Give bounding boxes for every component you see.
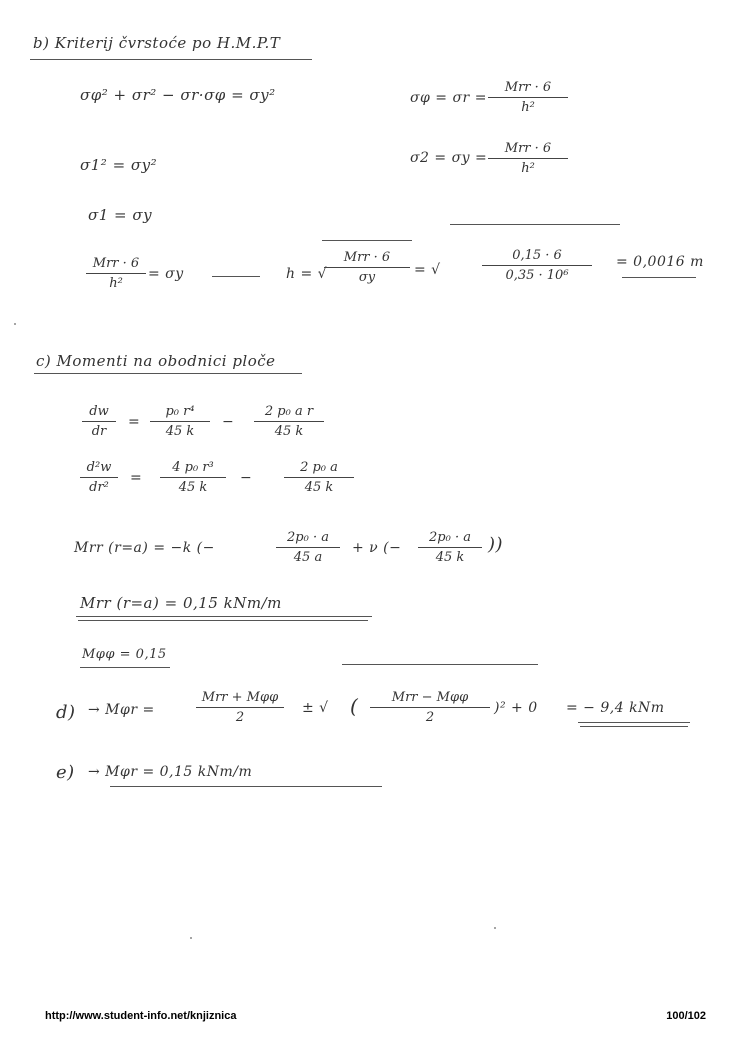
fraction xyxy=(488,80,568,115)
fraction xyxy=(86,256,146,291)
underline xyxy=(580,726,688,727)
scan-speck xyxy=(190,937,192,939)
numerator: 0,15 · 6 xyxy=(482,248,592,266)
fraction xyxy=(488,141,568,176)
fraction xyxy=(82,404,116,439)
equation-text: )² + 0 xyxy=(494,700,538,716)
underline xyxy=(76,616,372,617)
equation-text: + ν (− xyxy=(352,540,402,556)
equation-h: h = √ xyxy=(286,266,328,282)
equation-text: = σy xyxy=(148,266,184,282)
denominator: 2 xyxy=(425,710,435,725)
fraction xyxy=(370,690,490,725)
equation-sigma1: σ1 = σy xyxy=(88,206,153,224)
denominator: 45 k xyxy=(435,550,465,565)
sqrt-bar xyxy=(322,240,412,241)
numerator: Mrr · 6 xyxy=(488,141,568,159)
denominator: h² xyxy=(109,276,123,291)
denominator: 45 k xyxy=(304,480,334,495)
equals-sign: = xyxy=(128,414,141,430)
denominator: 45 k xyxy=(178,480,208,495)
equation-mphir: → Mφr = xyxy=(88,702,155,718)
underline xyxy=(578,722,690,723)
fraction xyxy=(324,250,410,285)
numerator: 2p₀ · a xyxy=(276,530,340,548)
numerator: dw xyxy=(82,404,116,422)
sqrt-bar xyxy=(342,664,538,665)
equation-sigma2-lhs: σ2 = σy = xyxy=(410,150,488,166)
scan-speck xyxy=(494,927,496,929)
page-number: 100/102 xyxy=(666,1010,706,1022)
denominator: h² xyxy=(521,161,535,176)
numerator: Mrr · 6 xyxy=(324,250,410,268)
result-mphir: = − 9,4 kNm xyxy=(566,700,665,716)
numerator: Mrr − Mφφ xyxy=(370,690,490,708)
underline xyxy=(78,620,368,621)
fraction xyxy=(150,404,210,439)
section-c-title: c) Momenti na obodnici ploče xyxy=(36,352,276,370)
denominator: σy xyxy=(358,270,376,285)
underline xyxy=(30,59,312,60)
equation-sigma-lhs: σφ = σr = xyxy=(410,90,487,106)
fraction xyxy=(254,404,324,439)
equation-text: = √ xyxy=(414,262,441,278)
sqrt-bar xyxy=(450,224,620,225)
equation-sigma1-squared: σ1² = σy² xyxy=(80,156,158,174)
equation-mphir-final: → Mφr = 0,15 kNm/m xyxy=(88,764,253,780)
denominator: 0,35 · 10⁶ xyxy=(505,268,569,283)
fraction xyxy=(284,460,354,495)
numerator: 2 p₀ a r xyxy=(254,404,324,422)
numerator: p₀ r⁴ xyxy=(150,404,210,422)
underline xyxy=(80,667,170,668)
scan-speck xyxy=(14,323,16,325)
denominator: h² xyxy=(521,100,535,115)
denominator: 45 k xyxy=(165,424,195,439)
equation-von-mises: σφ² + σr² − σr·σφ = σy² xyxy=(80,86,276,104)
paren-open: ( xyxy=(350,694,359,718)
result-mrr: Mrr (r=a) = 0,15 kNm/m xyxy=(80,594,282,612)
equation-mphiphi: Mφφ = 0,15 xyxy=(82,647,167,662)
denominator: 45 a xyxy=(293,550,323,565)
denominator: 2 xyxy=(235,710,245,725)
label-e: e) xyxy=(56,762,75,783)
fraction xyxy=(418,530,482,565)
minus-sign: − xyxy=(240,470,253,486)
minus-sign: − xyxy=(222,414,235,430)
numerator: 2 p₀ a xyxy=(284,460,354,478)
fraction xyxy=(276,530,340,565)
denominator: 45 k xyxy=(274,424,304,439)
underline xyxy=(622,277,696,278)
numerator: 4 p₀ r³ xyxy=(160,460,226,478)
numerator: 2p₀ · a xyxy=(418,530,482,548)
numerator: Mrr · 6 xyxy=(86,256,146,274)
fraction xyxy=(196,690,284,725)
footer-url: http://www.student-info.net/knjiznica xyxy=(45,1010,237,1022)
fraction xyxy=(482,248,592,283)
denominator: dr² xyxy=(89,480,109,495)
equals-sign: = xyxy=(130,470,143,486)
result-thickness: = 0,0016 m xyxy=(616,254,704,270)
equation-mrr-boundary: Mrr (r=a) = −k (− xyxy=(74,540,215,556)
numerator: d²w xyxy=(80,460,118,478)
underline xyxy=(34,373,302,374)
numerator: Mrr + Mφφ xyxy=(196,690,284,708)
label-d: d) xyxy=(56,702,76,723)
numerator: Mrr · 6 xyxy=(488,80,568,98)
denominator: dr xyxy=(91,424,107,439)
section-b-title: b) Kriterij čvrstoće po H.M.P.T xyxy=(33,34,281,52)
fraction xyxy=(80,460,118,495)
plus-minus-sqrt: ± √ xyxy=(302,700,329,716)
arrow-line xyxy=(212,276,260,277)
fraction xyxy=(160,460,226,495)
underline xyxy=(110,786,382,787)
equation-text: )) xyxy=(488,534,504,555)
